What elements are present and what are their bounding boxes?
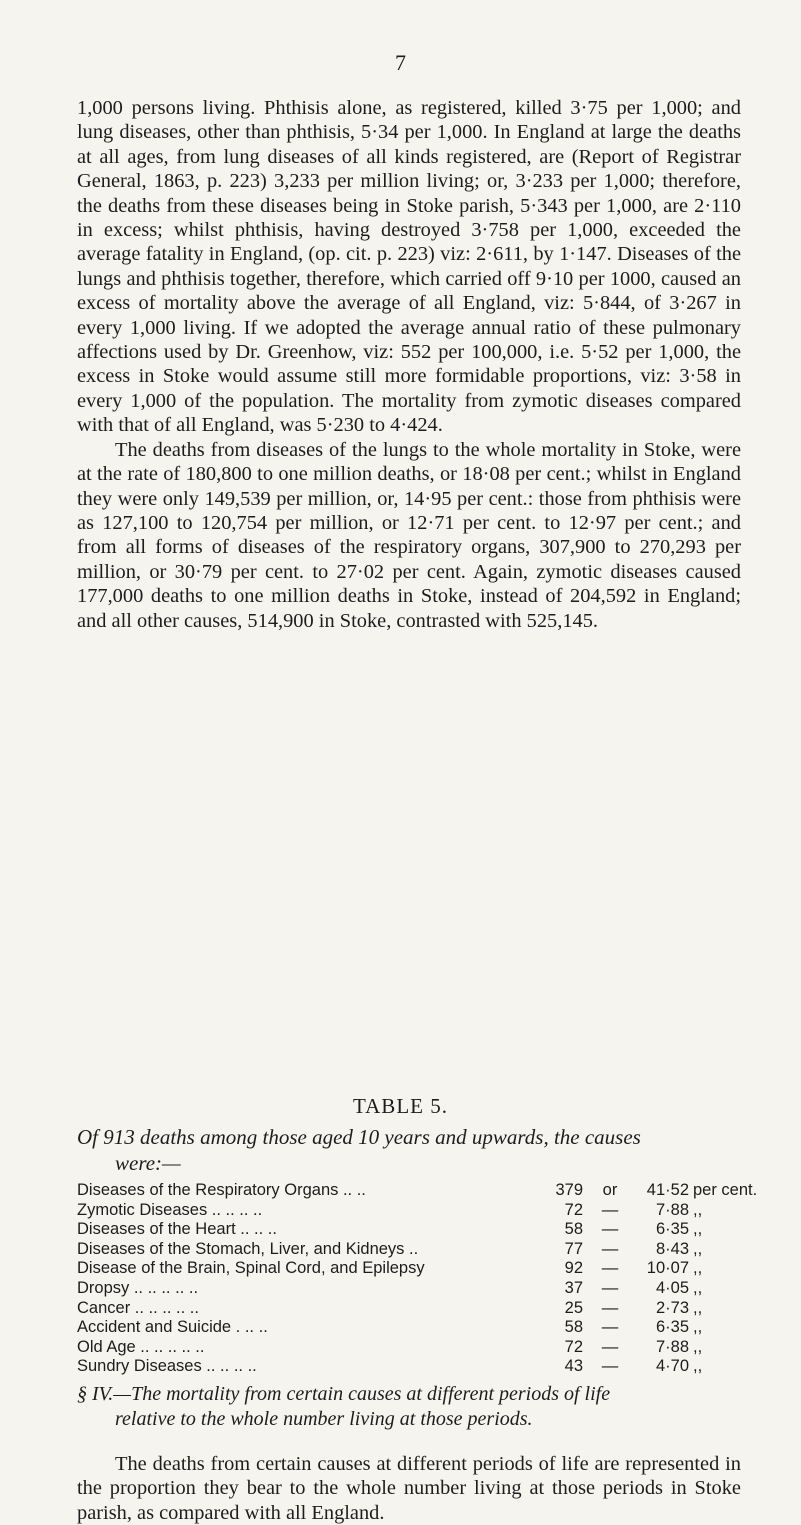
percentage: 4·70 bbox=[655, 1357, 689, 1376]
percentage: 10·07 bbox=[646, 1259, 689, 1278]
unit-label: ,, bbox=[693, 1357, 703, 1376]
table-row bbox=[77, 1357, 757, 1377]
percentage: 6·35 bbox=[655, 1220, 689, 1239]
paragraph-2: The deaths from diseases of the lungs to the whole mortality in Stoke, were at the rate of 180,800 to one million deaths, or 18·08 per cent.; whilst in England they were only 149,539 per million, or, 14·95 per cent.: those from phthisis were as 127,100 to 120,754 per million, or 12·71 per cent. to 12·97 per cent.; and from all forms of diseases of the respiratory organs, 307,900 to 270,293 per million, or 30·79 per cent. to 27·02 per cent. Again, zymotic diseases caused 177,000 deaths to one million deaths in Stoke, instead of 204,592 in England; and all other causes, 514,900 in Stoke, contrasted with 525,145. bbox=[77, 438, 741, 632]
row-separator: — bbox=[601, 1278, 619, 1297]
cause-label: Sundry Diseases .. .. .. .. bbox=[77, 1357, 257, 1376]
cause-label: Zymotic Diseases .. .. .. .. bbox=[77, 1200, 263, 1219]
cause-label: Diseases of the Stomach, Liver, and Kidneys .. bbox=[77, 1239, 419, 1258]
table-caption bbox=[77, 1124, 741, 1176]
row-separator: — bbox=[601, 1298, 619, 1317]
table-row bbox=[77, 1181, 757, 1201]
cause-label: Cancer .. .. .. .. .. bbox=[77, 1298, 199, 1317]
table-row bbox=[77, 1318, 757, 1338]
unit-label: ,, bbox=[693, 1239, 703, 1258]
table-row bbox=[77, 1279, 757, 1299]
death-count: 379 bbox=[555, 1181, 583, 1199]
death-count: 58 bbox=[564, 1318, 583, 1337]
death-count: 72 bbox=[564, 1200, 583, 1219]
unit-label: ,, bbox=[693, 1278, 703, 1297]
unit-label: ,, bbox=[693, 1318, 703, 1337]
table-row bbox=[77, 1299, 757, 1319]
unit-label: ,, bbox=[693, 1220, 703, 1239]
percentage: 7·88 bbox=[655, 1337, 689, 1356]
section-heading bbox=[77, 1382, 741, 1432]
table-row bbox=[77, 1220, 757, 1240]
row-separator: — bbox=[601, 1318, 619, 1337]
death-count: 37 bbox=[564, 1278, 583, 1297]
row-separator: — bbox=[601, 1337, 619, 1356]
unit-label: ,, bbox=[693, 1337, 703, 1356]
cause-label: Accident and Suicide . .. .. bbox=[77, 1318, 268, 1337]
death-count: 58 bbox=[564, 1220, 583, 1239]
row-separator: — bbox=[601, 1200, 619, 1219]
percentage: 4·05 bbox=[655, 1278, 689, 1297]
percentage: 41·52 bbox=[646, 1181, 689, 1199]
row-separator: — bbox=[601, 1239, 619, 1258]
closing-paragraph: The deaths from certain causes at different periods of life are represented in the proportion they bear to the whole number living at those periods in Stoke parish, as compared with all England. bbox=[77, 1453, 741, 1524]
section-heading-line-2: relative to the whole number living at those periods. bbox=[115, 1408, 533, 1430]
body-text bbox=[77, 96, 741, 633]
page-number: 7 bbox=[395, 50, 406, 75]
row-separator: — bbox=[601, 1220, 619, 1239]
table-row bbox=[77, 1240, 757, 1260]
row-separator: or bbox=[602, 1181, 618, 1199]
cause-label: Disease of the Brain, Spinal Cord, and Epilepsy bbox=[77, 1259, 425, 1278]
cause-label: Dropsy .. .. .. .. .. bbox=[77, 1278, 199, 1297]
caption-line-2: were:— bbox=[115, 1151, 181, 1175]
cause-label: Diseases of the Respiratory Organs .. .. bbox=[77, 1181, 366, 1199]
death-count: 92 bbox=[564, 1259, 583, 1278]
paragraph-1: 1,000 persons living. Phthisis alone, as registered, killed 3·75 per 1,000; and lung diseases, other than phthisis, 5·34 per 1,000. In England at large the deaths at all ages, from lung diseases of all kinds registered, are (Report of Registrar General, 1863, p. 223) 3,233 per million living; or, 3·233 per 1,000; therefore, the deaths from these diseases being in Stoke parish, 5·343 per 1,000, are 2·110 in excess; whilst phthisis, having destroyed 3·758 per 1,000, exceeded the average fatality in England, (op. cit. p. 223) viz: 2·611, by 1·147. Diseases of the lungs and phthisis together, therefore, which carried off 9·10 per 1000, caused an excess of mortality above the average of all England, viz: 5·844, of 3·267 in every 1,000 living. If we adopted the average annual ratio of these pulmonary affections used by Dr. Greenhow, viz: 552 per 100,000, i.e. 5·52 per 1,000, the excess in Stoke would assume still more formidable proportions, viz: 3·58 in every 1,000 of the population. The mortality from zymotic diseases compared with that of all England, was 5·230 to 4·424. bbox=[77, 97, 741, 437]
cause-label: Diseases of the Heart .. .. .. bbox=[77, 1220, 277, 1239]
unit-label: ,, bbox=[693, 1200, 703, 1219]
causes-table bbox=[77, 1181, 757, 1377]
caption-line-1: Of 913 deaths among those aged 10 years and upwards, the causes bbox=[77, 1125, 641, 1149]
death-count: 77 bbox=[564, 1239, 583, 1258]
section-heading-line-1: § IV.—The mortality from certain causes at different periods of life bbox=[77, 1383, 611, 1405]
table-title: TABLE 5. bbox=[353, 1094, 448, 1118]
percentage: 6·35 bbox=[655, 1318, 689, 1337]
table-row bbox=[77, 1338, 757, 1358]
percentage: 2·73 bbox=[655, 1298, 689, 1317]
unit-label: per cent. bbox=[693, 1181, 758, 1199]
death-count: 25 bbox=[564, 1298, 583, 1317]
unit-label: ,, bbox=[693, 1298, 703, 1317]
death-count: 72 bbox=[564, 1337, 583, 1356]
row-separator: — bbox=[601, 1357, 619, 1376]
table-row bbox=[77, 1201, 757, 1221]
death-count: 43 bbox=[564, 1357, 583, 1376]
table-row bbox=[77, 1259, 757, 1279]
row-separator: — bbox=[601, 1259, 619, 1278]
unit-label: ,, bbox=[693, 1259, 703, 1278]
cause-label: Old Age .. .. .. .. .. bbox=[77, 1337, 205, 1356]
percentage: 7·88 bbox=[655, 1200, 689, 1219]
percentage: 8·43 bbox=[655, 1239, 689, 1258]
